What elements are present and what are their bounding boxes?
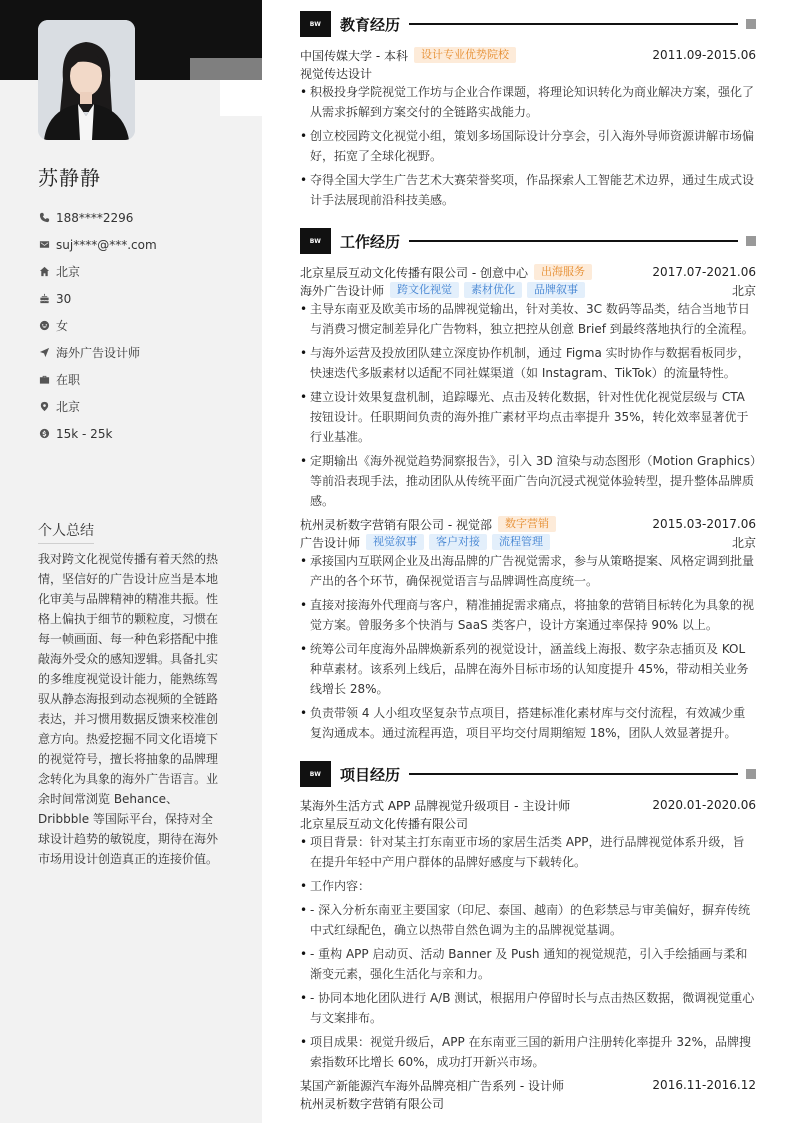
school-tag: 设计专业优势院校 (414, 47, 516, 63)
info-gender (38, 312, 248, 339)
project-bullet: • 项目成果：视觉升级后，APP 在东南亚三国的新用户注册转化率提升 32%，品牌搜索指数环比增长 60%，成功打开新兴市场。 (300, 1032, 756, 1072)
info-age (38, 285, 248, 312)
project-bullet: • - 协同本地化团队进行 A/B 测试，根据用户停留时长与点击热区数据，微调视觉重心与文案排布。 (300, 988, 756, 1028)
status-value: 在职 (56, 373, 81, 387)
profile-photo (38, 20, 135, 140)
email-value: suj****@***.com (56, 237, 157, 252)
education-bullet: • 创立校园跨文化视觉小组，策划多场国际设计分享会，引入海外导师资源讲解市场偏好，拓宽了全球化视野。 (300, 126, 756, 166)
job-period: 2017.07-2021.06 (652, 265, 756, 279)
skill-tag: 跨文化视觉 (390, 282, 459, 298)
education-bullet: • 积极投身学院视觉工作坊与企业合作课题，将理论知识转化为商业解决方案，强化了从需求拆解到方案交付的全链路实战能力。 (300, 82, 756, 122)
job-company-tag: 出海服务 (534, 264, 592, 280)
sidebar (0, 0, 262, 1123)
job-company: 杭州灵析数字营销有限公司 - 视觉部 (300, 517, 492, 532)
candidate-name: 苏静静 (38, 166, 101, 190)
education-school-row (300, 46, 756, 64)
education-period: 2011.09-2015.06 (652, 48, 756, 62)
project-company: 杭州灵析数字营销有限公司 (300, 1096, 445, 1111)
section-title-projects: 项目经历 (340, 765, 401, 784)
job-bullet: • 建立设计效果复盘机制，追踪曝光、点击及转化数据，针对性优化视觉层级与 CTA 按钮设计。任职期间负责的海外推广素材平均点击率提升 35%，转化效率显著优于行业基准。 (300, 387, 756, 447)
section-divider (409, 773, 738, 775)
section-header-work (300, 228, 756, 254)
skill-tag: 品牌叙事 (527, 282, 585, 298)
job-bullet: • 主导东南亚及欧美市场的品牌视觉输出，针对美妆、3C 数码等品类，结合当地节日与消费习惯定制差异化广告物料，独立把控从创意 Brief 到最终落地执行的全流程。 (300, 299, 756, 339)
skill-tag: 素材优化 (464, 282, 522, 298)
section-title-work: 工作经历 (340, 232, 401, 251)
header-decoration-grey (190, 58, 262, 80)
job-company-row (300, 515, 756, 533)
project-bullet: • - 深入分析东南亚主要国家（印尼、泰国、越南）的色彩禁忌与审美偏好，摒弃传统中式红绿配色，确立以热带自然色调为主的品牌视觉基调。 (300, 900, 756, 940)
section-divider (409, 23, 738, 25)
project-bullet: • - 重构 APP 启动页、活动 Banner 及 Push 通知的视觉规范，引入手绘插画与柔和渐变元素，强化生活化与亲和力。 (300, 944, 756, 984)
project-company: 北京星辰互动文化传播有限公司 (300, 816, 469, 831)
section-badge: BW (300, 11, 331, 37)
info-status (38, 366, 248, 393)
mail-icon (38, 239, 50, 251)
job-company: 北京星辰互动文化传播有限公司 - 创意中心 (300, 265, 528, 280)
job-city: 北京 (731, 535, 756, 550)
target-city-value: 北京 (56, 400, 81, 414)
salary-value: 15k - 25k (56, 426, 113, 441)
info-phone (38, 204, 248, 231)
job-period: 2015.03-2017.06 (652, 517, 756, 531)
major: 视觉传达设计 (300, 66, 373, 81)
residence-value: 北京 (56, 265, 81, 279)
project-bullet: • 工作内容： (300, 876, 756, 896)
section-square-marker (746, 769, 756, 779)
job-company-row (300, 263, 756, 281)
job-bullet: • 统筹公司年度海外品牌焕新系列的视觉设计，涵盖线上海报、数字杂志插页及 KOL 种草素材。该系列上线后，品牌在海外目标市场的认知度提升 45%，带动相关业务线增长 28%。 (300, 639, 756, 699)
job-company-tag: 数字营销 (498, 516, 556, 532)
job-role-row (300, 281, 756, 299)
job-bullet: • 与海外运营及投放团队建立深度协作机制，通过 Figma 实时协作与数据看板同步，快速迭代多版素材以适配不同社媒渠道（如 Instagram、TikTok）的流量特性。 (300, 343, 756, 383)
section-header-education (300, 11, 756, 37)
project-name: 某海外生活方式 APP 品牌视觉升级项目 - 主设计师 (300, 798, 571, 813)
contact-info-list (38, 204, 248, 447)
section-badge: BW (300, 761, 331, 787)
summary-title: 个人总结 (38, 520, 94, 544)
project-name-row (300, 796, 756, 814)
job-bullet: • 承接国内互联网企业及出海品牌的广告视觉需求，参与从策略提案、风格定调到批量产出的各个环节，确保视觉语言与品牌调性高度统一。 (300, 551, 756, 591)
section-square-marker (746, 19, 756, 29)
job-skill-tags (390, 282, 585, 298)
education-major-row (300, 64, 756, 82)
project-bullet: • 项目背景：针对某主打东南亚市场的家居生活类 APP，进行品牌视觉体系升级，旨在提升年轻中产用户群体的品牌好感度与下载转化。 (300, 832, 756, 872)
info-residence (38, 258, 248, 285)
section-badge: BW (300, 228, 331, 254)
project-name-row (300, 1076, 756, 1094)
job-skill-tags (366, 534, 550, 550)
project-period: 2016.11-2016.12 (652, 1078, 756, 1092)
job-role: 海外广告设计师 (300, 283, 385, 298)
location-pin-icon (38, 401, 50, 413)
project-name: 某国产新能源汽车海外品牌亮相广告系列 - 设计师 (300, 1078, 564, 1093)
section-header-projects (300, 761, 756, 787)
job-bullet: • 定期输出《海外视觉趋势洞察报告》，引入 3D 渲染与动态图形（Motion Graphics）等前沿表现手法，推动团队从传统平面广告向沉浸式视觉体验转型，提升整体品牌质感。 (300, 451, 756, 511)
project-company-row (300, 814, 756, 832)
face-icon (38, 320, 50, 332)
info-email (38, 231, 248, 258)
skill-tag: 流程管理 (492, 534, 550, 550)
info-target-position (38, 339, 248, 366)
school-name: 中国传媒大学 - 本科 (300, 48, 408, 63)
job-role-row (300, 533, 756, 551)
target-position-value: 海外广告设计师 (56, 346, 141, 360)
header-decoration-white (220, 80, 262, 116)
phone-icon (38, 212, 50, 224)
job-role: 广告设计师 (300, 535, 361, 550)
education-bullet: • 夺得全国大学生广告艺术大赛荣誉奖项，作品探索人工智能艺术边界，通过生成式设计手法展现前沿科技美感。 (300, 170, 756, 210)
section-divider (409, 240, 738, 242)
info-salary (38, 420, 248, 447)
phone-value: 188****2296 (56, 210, 134, 225)
briefcase-icon (38, 374, 50, 386)
home-icon (38, 266, 50, 278)
skill-tag: 视觉叙事 (366, 534, 424, 550)
project-company-row (300, 1094, 756, 1112)
skill-tag: 客户对接 (429, 534, 487, 550)
gender-value: 女 (56, 319, 69, 333)
job-city: 北京 (731, 283, 756, 298)
age-value: 30 (56, 291, 72, 306)
job-bullet: • 直接对接海外代理商与客户，精准捕捉需求痛点，将抽象的营销目标转化为具象的视觉方案。曾服务多个快消与 SaaS 类客户，设计方案通过率保持 90% 以上。 (300, 595, 756, 635)
section-title-education: 教育经历 (340, 15, 401, 34)
project-period: 2020.01-2020.06 (652, 798, 756, 812)
info-target-city (38, 393, 248, 420)
summary-text: 我对跨文化视觉传播有着天然的热情，坚信好的广告设计应当是本地化审美与品牌精神的精准共振。性格上偏执于细节的颗粒度，习惯在每一帧画面、每一种色彩搭配中推敲海外受众的感知逻辑。具备扎实的多维度视觉设计能力，能熟练驾驭从静态海报到动态视频的全链路表达，并习惯用数据反馈来校准创意方向。热爱挖掘不同文化语境下的视觉符号，擅长将抽象的品牌理念转化为具象的海外广告语言。业余时间常浏览 Behance、Dribbble 等国际平台，保持对全球设计趋势的敏锐度，期待在海外市场用设计创造真正的连接价值。 (38, 552, 219, 866)
cake-icon (38, 293, 50, 305)
send-icon (38, 347, 50, 359)
salary-icon (38, 428, 50, 440)
section-square-marker (746, 236, 756, 246)
job-bullet: • 负责带领 4 人小组攻坚复杂节点项目，搭建标准化素材库与交付流程，有效减少重复沟通成本。通过流程再造，项目平均交付周期缩短 18%，团队人效显著提升。 (300, 703, 756, 743)
